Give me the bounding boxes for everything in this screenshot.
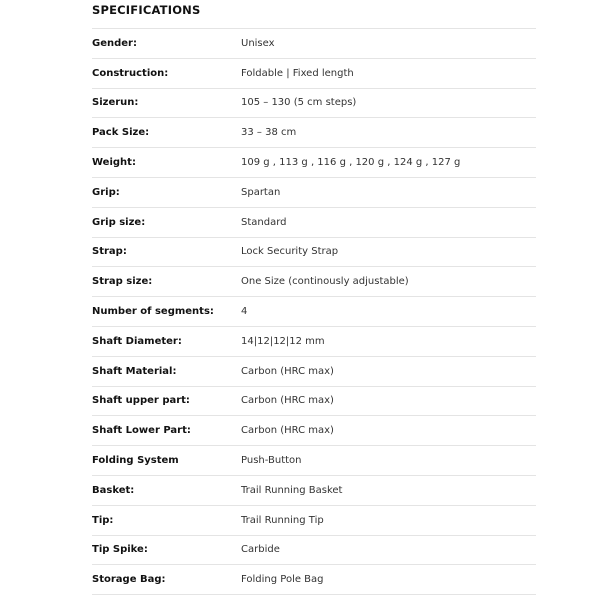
spec-row-strap [92, 238, 536, 268]
spec-table [92, 28, 536, 595]
spec-value: 4 [241, 306, 248, 318]
spec-value: 109 g , 113 g , 116 g , 120 g , 124 g , 127 g [241, 157, 461, 169]
spec-row-gender [92, 29, 536, 59]
spec-label: Number of segments: [92, 306, 214, 318]
spec-label: Gender: [92, 37, 137, 49]
spec-row-shaft-diameter [92, 327, 536, 357]
spec-row-sizerun [92, 89, 536, 119]
spec-row-shaft-upper-part [92, 387, 536, 417]
spec-label: Pack Size: [92, 127, 150, 139]
spec-label: Folding System [92, 455, 179, 467]
spec-row-weight [92, 148, 536, 178]
spec-label: Strap: [92, 246, 127, 258]
spec-value: Lock Security Strap [241, 246, 339, 258]
spec-row-construction [92, 59, 536, 89]
spec-label: Grip: [92, 186, 120, 198]
spec-value: Spartan [241, 186, 281, 198]
specifications-section [92, 0, 536, 595]
section-title: SPECIFICATIONS [92, 3, 201, 17]
spec-value: Carbon (HRC max) [241, 425, 334, 437]
spec-value: 14|12|12|12 mm [241, 335, 325, 347]
spec-row-shaft-lower-part [92, 416, 536, 446]
spec-row-tip-spike [92, 536, 536, 566]
spec-label: Shaft Material: [92, 365, 177, 377]
spec-value: Unisex [241, 37, 275, 49]
spec-value: Foldable | Fixed length [241, 67, 354, 79]
spec-row-storage-bag [92, 565, 536, 595]
spec-value: Folding Pole Bag [241, 574, 324, 586]
spec-label: Grip size: [92, 216, 146, 228]
spec-label: Shaft upper part: [92, 395, 190, 407]
spec-value: 33 – 38 cm [241, 127, 297, 139]
spec-label: Shaft Lower Part: [92, 425, 191, 437]
spec-label: Weight: [92, 157, 136, 169]
spec-label: Sizerun: [92, 97, 139, 109]
spec-row-grip-size [92, 208, 536, 238]
spec-row-number-of-segments [92, 297, 536, 327]
spec-label: Basket: [92, 484, 135, 496]
spec-row-grip [92, 178, 536, 208]
spec-row-shaft-material [92, 357, 536, 387]
spec-label: Shaft Diameter: [92, 335, 182, 347]
spec-row-folding-system [92, 446, 536, 476]
spec-value: Push-Button [241, 455, 302, 467]
spec-value: Carbide [241, 544, 280, 556]
spec-value: Carbon (HRC max) [241, 365, 334, 377]
spec-row-pack-size [92, 118, 536, 148]
spec-value: Trail Running Basket [241, 484, 343, 496]
spec-label: Strap size: [92, 276, 153, 288]
spec-value: Trail Running Tip [241, 514, 324, 526]
spec-label: Storage Bag: [92, 574, 166, 586]
spec-row-strap-size [92, 267, 536, 297]
spec-row-basket [92, 476, 536, 506]
spec-label: Construction: [92, 67, 169, 79]
spec-value: Standard [241, 216, 287, 228]
spec-row-tip [92, 506, 536, 536]
spec-label: Tip: [92, 514, 114, 526]
spec-value: 105 – 130 (5 cm steps) [241, 97, 357, 109]
spec-label: Tip Spike: [92, 544, 148, 556]
spec-value: Carbon (HRC max) [241, 395, 334, 407]
spec-value: One Size (continously adjustable) [241, 276, 409, 288]
